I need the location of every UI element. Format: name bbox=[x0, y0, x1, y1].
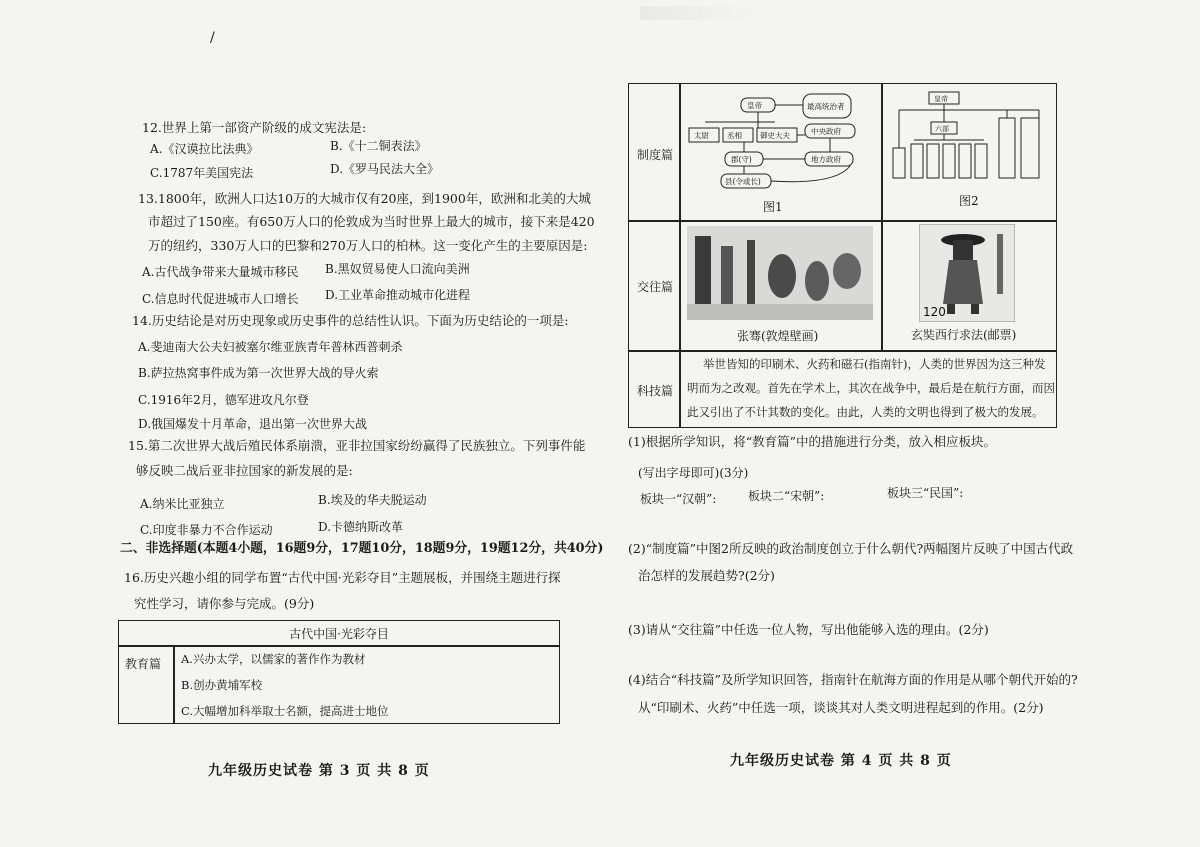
fig1-censor: 御史大夫 bbox=[760, 131, 790, 140]
q15-line2: 够反映二战后亚非拉国家的新发展的是: bbox=[136, 463, 353, 478]
q16-materials-table bbox=[628, 83, 1057, 428]
fig1-commandery: 郡(守) bbox=[731, 155, 752, 164]
tech-text-line2: 明而为之改观。首先在学术上，其次在战争中，最后是在航行方面，而因 bbox=[687, 381, 1055, 395]
row-label-system: 制度篇 bbox=[637, 148, 674, 162]
sub2-line1: (2)“制度篇”中图2所反映的政治制度创立于什么朝代?两幅图片反映了中国古代政 bbox=[628, 541, 1074, 556]
sub4-line2: 从“印刷术、火药”中任选一项，谈谈其对人类文明进程起到的作用。(2分) bbox=[638, 700, 1044, 715]
q12-option-a: A.《汉谟拉比法典》 bbox=[150, 142, 259, 156]
table-divider bbox=[629, 350, 1056, 352]
q16-item-a: A.兴办太学，以儒家的著作作为教材 bbox=[181, 652, 366, 666]
q13-option-b: B.黑奴贸易使人口流向美洲 bbox=[325, 262, 470, 276]
q16-line2: 究性学习，请你参与完成。(9分) bbox=[134, 596, 315, 611]
section-2-heading: 二、非选择题(本题4小题，16题9分，17题10分，18题9分，19题12分，共40分) bbox=[120, 541, 604, 556]
table-divider bbox=[119, 645, 559, 647]
q13-line2: 市超过了150座。有650万人口的伦敦成为当时世界上最大的城市，接下来是420 bbox=[148, 214, 595, 229]
fig1-chancellor: 丞相 bbox=[727, 131, 742, 140]
q14-stem: 14.历史结论是对历史现象或历史事件的总结性认识。下面为历史结论的一项是: bbox=[132, 313, 569, 328]
q13-option-a: A.古代战争带来大量城市移民 bbox=[142, 265, 299, 279]
fig2-emperor: 皇帝 bbox=[934, 95, 948, 103]
figure-1-qin-system-diagram bbox=[685, 90, 877, 190]
q13-option-d: D.工业革命推动城市化进程 bbox=[325, 288, 471, 302]
table-divider bbox=[629, 220, 1056, 222]
fig1-taiwei: 太尉 bbox=[694, 131, 709, 140]
table-divider bbox=[173, 646, 175, 723]
q15-option-d: D.卡德纳斯改革 bbox=[318, 520, 404, 534]
q12-option-c: C.1787年美国宪法 bbox=[150, 166, 254, 180]
xuanzang-caption: 玄奘西行求法(邮票) bbox=[911, 328, 1017, 342]
q16-line1: 16.历史兴趣小组的同学布置“古代中国·光彩夺目”主题展板，并围绕主题进行探 bbox=[124, 570, 561, 585]
sub1-block-republic: 板块三“民国”: bbox=[887, 486, 964, 500]
fig1-supreme: 最高统治者 bbox=[807, 102, 845, 111]
q14-option-c: C.1916年2月，德军进攻凡尔登 bbox=[138, 393, 309, 407]
figure-2-caption: 图2 bbox=[959, 194, 979, 208]
q16-row-label: 教育篇 bbox=[125, 657, 162, 671]
q16-table-title: 古代中国·光彩夺目 bbox=[289, 627, 389, 641]
tech-text-line3: 此又引出了不计其数的变化。由此，人类的文明也得到了极大的发展。 bbox=[687, 405, 1044, 419]
fig1-central-gov: 中央政府 bbox=[811, 127, 841, 136]
sub1-block-han: 板块一“汉朝”: bbox=[640, 492, 717, 506]
q16-item-b: B.创办黄埔军校 bbox=[181, 678, 263, 692]
stamp-value: 120 bbox=[923, 305, 946, 319]
sub1-line2: (写出字母即可)(3分) bbox=[638, 466, 749, 480]
sub4-line1: (4)结合“科技篇”及所学知识回答，指南针在航海方面的作用是从哪个朝代开始的? bbox=[628, 672, 1078, 687]
sub3-line: (3)请从“交往篇”中任选一位人物，写出他能够入选的理由。(2分) bbox=[628, 622, 989, 637]
fig1-local-gov: 地方政府 bbox=[811, 155, 841, 164]
xuanzang-stamp-image bbox=[919, 224, 1015, 322]
table-divider bbox=[881, 220, 883, 350]
q15-option-b: B.埃及的华夫脱运动 bbox=[318, 493, 427, 507]
figure-1-caption: 图1 bbox=[763, 200, 783, 214]
q15-option-c: C.印度非暴力不合作运动 bbox=[140, 523, 273, 537]
fig1-emperor: 皇帝 bbox=[747, 101, 762, 110]
page-3-footer: 九年级历史试卷 第 3 页 共 8 页 bbox=[208, 763, 430, 779]
tech-text-line1: 举世皆知的印刷术、火药和磁石(指南针)，人类的世界因为这三种发 bbox=[703, 357, 1046, 371]
row-label-tech: 科技篇 bbox=[637, 384, 674, 398]
q16-table bbox=[118, 620, 560, 724]
row-label-exchange: 交往篇 bbox=[637, 280, 674, 294]
sub2-line2: 治怎样的发展趋势?(2分) bbox=[638, 568, 775, 583]
q13-option-c: C.信息时代促进城市人口增长 bbox=[142, 292, 299, 306]
pen-mark: / bbox=[210, 30, 215, 46]
q16-item-c: C.大幅增加科举取士名额，提高进士地位 bbox=[181, 704, 389, 718]
q13-line1: 13.1800年，欧洲人口达10万的大城市仅有20座，到1900年，欧洲和北美的大城 bbox=[138, 191, 591, 206]
sub1-block-song: 板块二“宋朝”: bbox=[748, 489, 825, 503]
q15-option-a: A.纳米比亚独立 bbox=[140, 497, 225, 511]
figure-2-ming-system-diagram bbox=[889, 88, 1051, 190]
fig2-six-ministries: 六部 bbox=[935, 125, 949, 133]
q15-line1: 15.第二次世界大战后殖民体系崩溃，亚非拉国家纷纷赢得了民族独立。下列事件能 bbox=[128, 438, 586, 453]
page-4-footer: 九年级历史试卷 第 4 页 共 8 页 bbox=[730, 753, 952, 769]
table-divider bbox=[881, 84, 883, 220]
page-4 bbox=[600, 0, 1200, 847]
table-divider bbox=[679, 84, 681, 427]
q14-option-b: B.萨拉热窝事件成为第一次世界大战的导火索 bbox=[138, 366, 379, 380]
q12-option-b: B.《十二铜表法》 bbox=[330, 139, 427, 153]
q14-option-d: D.俄国爆发十月革命，退出第一次世界大战 bbox=[138, 417, 368, 431]
q12-stem: 12.世界上第一部资产阶级的成文宪法是: bbox=[142, 120, 367, 135]
q13-line3: 万的纽约，330万人口的巴黎和270万人口的柏林。这一变化产生的主要原因是: bbox=[148, 238, 588, 253]
zhang-qian-mural-image bbox=[687, 226, 873, 320]
fig1-county: 县(令或长) bbox=[725, 177, 761, 186]
q14-option-a: A.斐迪南大公夫妇被塞尔维亚族青年普林西普刺杀 bbox=[138, 340, 403, 354]
q12-option-d: D.《罗马民法大全》 bbox=[330, 162, 440, 176]
zhang-qian-caption: 张骞(敦煌壁画) bbox=[737, 329, 819, 343]
sub1-line1: (1)根据所学知识，将“教育篇”中的措施进行分类，放入相应板块。 bbox=[628, 434, 996, 449]
